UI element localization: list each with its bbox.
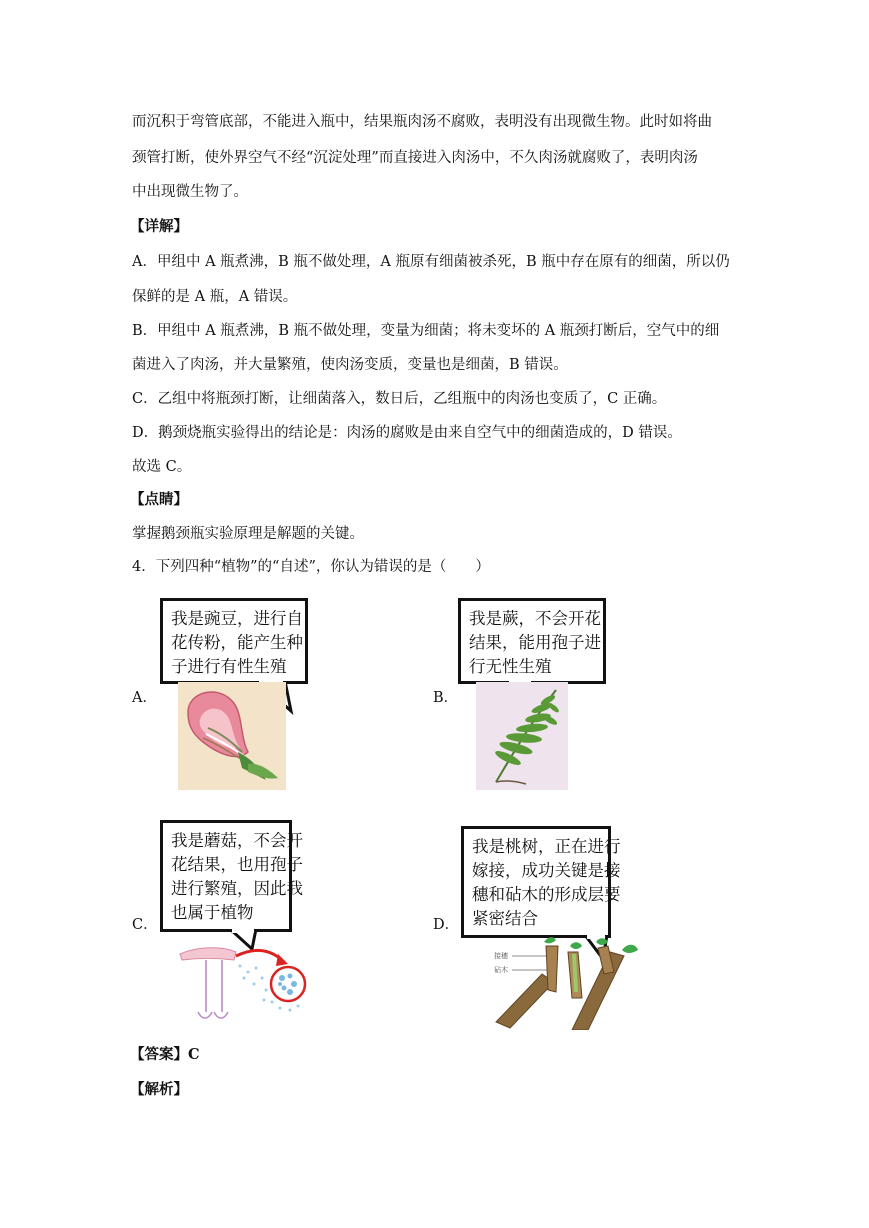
mushroom-spores-image xyxy=(178,942,308,1026)
question-4: 4．下列四种“植物”的“自述”，你认为错误的是（ ） xyxy=(132,559,490,575)
option-b-bubble-line-1: 我是蕨，不会开花 xyxy=(469,609,601,628)
detail-conclusion: 故选 C。 xyxy=(132,459,192,475)
option-a-bubble-line-1: 我是豌豆，进行自 xyxy=(171,609,303,628)
section-point-heading: 【点睛】 xyxy=(130,491,188,508)
option-d-bubble-line-4: 紧密结合 xyxy=(472,909,538,928)
detail-b-line-2: 菌进入了肉汤，并大量繁殖，使肉汤变质，变量也是细菌，B 错误。 xyxy=(132,357,568,373)
detail-a-line-1: A．甲组中 A 瓶煮沸，B 瓶不做处理，A 瓶原有细菌被杀死，B 瓶中存在原有的细菌，所以仍 xyxy=(132,254,730,270)
paragraph-line-2: 颈管打断，使外界空气不经“沉淀处理”而直接进入肉汤中，不久肉汤就腐败了，表明肉汤 xyxy=(132,150,698,166)
scion-label: 接穗 xyxy=(494,952,508,960)
option-b-label: B． xyxy=(433,690,459,706)
detail-c-line: C．乙组中将瓶颈打断，让细菌落入，数日后，乙组瓶中的肉汤也变质了，C 正确。 xyxy=(132,391,667,407)
point-text: 掌握鹅颈瓶实验原理是解题的关键。 xyxy=(132,526,364,542)
option-b-speech-bubble xyxy=(458,598,606,684)
answer-line: 【答案】C xyxy=(130,1046,200,1063)
option-d-label: D． xyxy=(433,917,460,933)
option-d-speech-bubble xyxy=(461,826,621,938)
rootstock-label: 砧木 xyxy=(494,966,508,974)
section-analysis-heading: 【解析】 xyxy=(130,1081,188,1098)
paragraph-line-3: 中出现微生物了。 xyxy=(132,184,248,200)
option-a-label: A． xyxy=(132,690,157,706)
option-a-speech-bubble xyxy=(160,598,308,684)
option-d-bubble-line-1: 我是桃树，正在进行 xyxy=(472,837,621,856)
option-c-label: C． xyxy=(132,917,158,933)
paragraph-line-1: 而沉积于弯管底部，不能进入瓶中，结果瓶肉汤不腐败，表明没有出现微生物。此时如将曲 xyxy=(132,114,712,130)
option-c-speech-bubble xyxy=(160,820,303,932)
option-c-bubble-line-1: 我是蘑菇，不会开 xyxy=(171,831,303,850)
option-b-bubble-line-3: 行无性生殖 xyxy=(469,657,552,676)
detail-a-line-2: 保鲜的是 A 瓶，A 错误。 xyxy=(132,289,298,305)
option-d-bubble-line-3: 穗和砧木的形成层要 xyxy=(472,885,621,904)
option-d-bubble-line-2: 嫁接，成功关键是接 xyxy=(472,861,621,880)
option-a-bubble-line-2: 花传粉，能产生种 xyxy=(171,633,303,652)
detail-b-line-1: B．甲组中 A 瓶煮沸，B 瓶不做处理，变量为细菌；将未变坏的 A 瓶颈打断后，空气中的细 xyxy=(132,323,720,339)
option-a-bubble-line-3: 子进行有性生殖 xyxy=(171,657,287,676)
option-c-bubble-line-4: 也属于植物 xyxy=(171,903,254,922)
section-detail-heading: 【详解】 xyxy=(130,218,188,235)
option-c-bubble-line-2: 花结果，也用孢子 xyxy=(171,855,303,874)
grafting-image xyxy=(492,932,642,1030)
detail-d-line: D．鹅颈烧瓶实验得出的结论是：肉汤的腐败是由来自空气中的细菌造成的，D 错误。 xyxy=(132,425,682,441)
fern-image xyxy=(476,682,568,790)
option-c-bubble-line-3: 进行繁殖，因此我 xyxy=(171,879,303,898)
option-b-bubble-line-2: 结果，能用孢子进 xyxy=(469,633,601,652)
pea-flower-image xyxy=(178,682,286,790)
